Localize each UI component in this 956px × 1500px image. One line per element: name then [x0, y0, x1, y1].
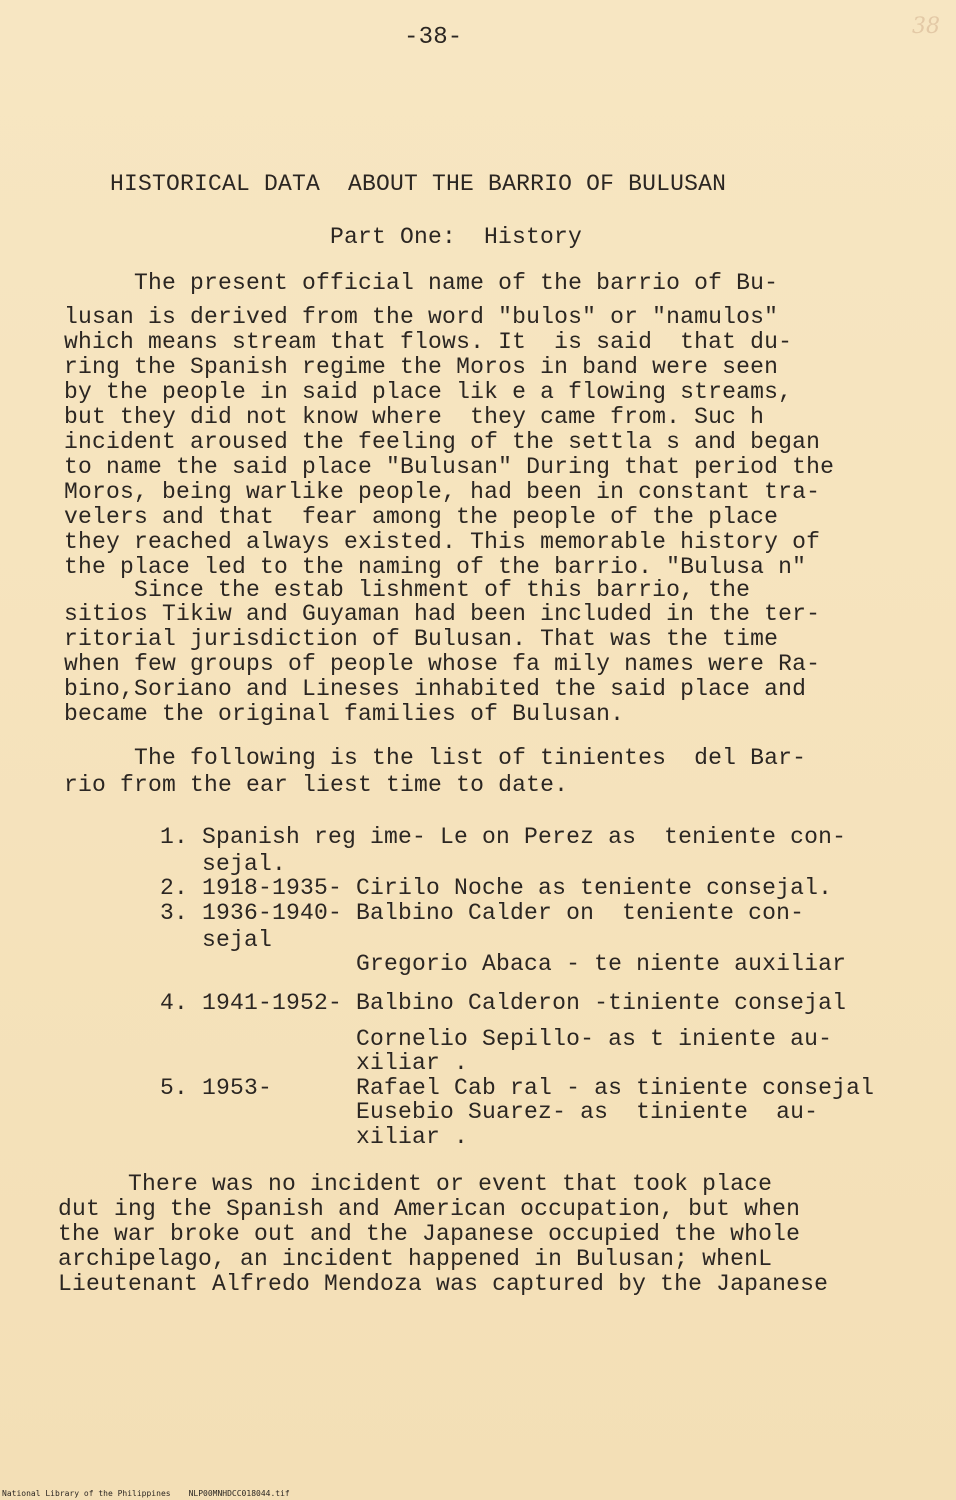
para3-line: rio from the ear liest time to date. — [64, 772, 569, 798]
tiniente-list-line: 2. 1918-1935- Cirilo Noche as teniente consejal. — [160, 875, 833, 901]
para2-line: when few groups of people whose fa mily names were Ra- — [64, 651, 821, 677]
para4-line: archipelago, an incident happened in Bulusan; whenL — [58, 1246, 773, 1272]
tiniente-list-line: 4. 1941-1952- Balbino Calderon -tiniente consejal — [160, 990, 847, 1016]
para1-line: the place led to the naming of the barrio. "Bulusa n" — [64, 554, 807, 580]
para4-line: the war broke out and the Japanese occupied the whole — [58, 1221, 801, 1247]
section-heading: Part One: History — [330, 224, 583, 250]
para4-line: dut ing the Spanish and American occupation, but when — [58, 1196, 801, 1222]
para4-line: Lieutenant Alfredo Mendoza was captured by the Japanese — [58, 1271, 829, 1297]
pencil-page-mark: 38 — [912, 14, 940, 39]
para1-line: by the people in said place lik e a flowing streams, — [64, 379, 793, 405]
tiniente-list-line: 3. 1936-1940- Balbino Calder on teniente con- — [160, 900, 805, 926]
para1-line: The present official name of the barrio of Bu- — [64, 270, 779, 296]
document-title: HISTORICAL DATA ABOUT THE BARRIO OF BULUSAN — [110, 171, 727, 197]
page-number: -38- — [404, 24, 463, 51]
tiniente-list-line: sejal — [160, 927, 273, 953]
tiniente-list-line: Cornelio Sepillo- as t iniente au- — [160, 1026, 833, 1052]
para2-line: bino,Soriano and Lineses inhabited the said place and — [64, 676, 807, 702]
para4-line: There was no incident or event that took place — [58, 1171, 773, 1197]
para1-line: Moros, being warlike people, had been in constant tra- — [64, 479, 821, 505]
para1-line: lusan is derived from the word "bulos" or "namulos" — [64, 304, 779, 330]
tiniente-list-line: 5. 1953- Rafael Cab ral - as tiniente consejal — [160, 1075, 875, 1101]
para2-line: ritorial jurisdiction of Bulusan. That was the time — [64, 626, 779, 652]
tiniente-list-line: sejal. — [160, 851, 287, 877]
footer-library: National Library of the Philippines — [2, 1489, 171, 1498]
para1-line: but they did not know where they came from. Suc h — [64, 404, 765, 430]
scan-footer — [2, 1489, 308, 1498]
tiniente-list-line: 1. Spanish reg ime- Le on Perez as teniente con- — [160, 824, 847, 850]
tiniente-list-line: xiliar . — [160, 1124, 469, 1150]
para2-line: sitios Tikiw and Guyaman had been included in the ter- — [64, 601, 821, 627]
para2-line: Since the estab lishment of this barrio, the — [64, 577, 751, 603]
para2-line: became the original families of Bulusan. — [64, 701, 625, 727]
para1-line: velers and that fear among the people of the place — [64, 504, 779, 530]
tiniente-list-line: xiliar . — [160, 1050, 469, 1076]
para3-line: The following is the list of tinientes del Bar- — [64, 745, 807, 771]
para1-line: ring the Spanish regime the Moros in band were seen — [64, 354, 779, 380]
footer-filename: NLP00MNHDCC018044.tif — [188, 1489, 290, 1498]
tiniente-list-line: Eusebio Suarez- as tiniente au- — [160, 1099, 819, 1125]
para1-line: they reached always existed. This memorable history of — [64, 529, 821, 555]
para1-line: to name the said place "Bulusan" During that period the — [64, 454, 835, 480]
para1-line: incident aroused the feeling of the settla s and began — [64, 429, 821, 455]
para1-line: which means stream that flows. It is said that du- — [64, 329, 793, 355]
tiniente-list-line: Gregorio Abaca - te niente auxiliar — [160, 951, 847, 977]
